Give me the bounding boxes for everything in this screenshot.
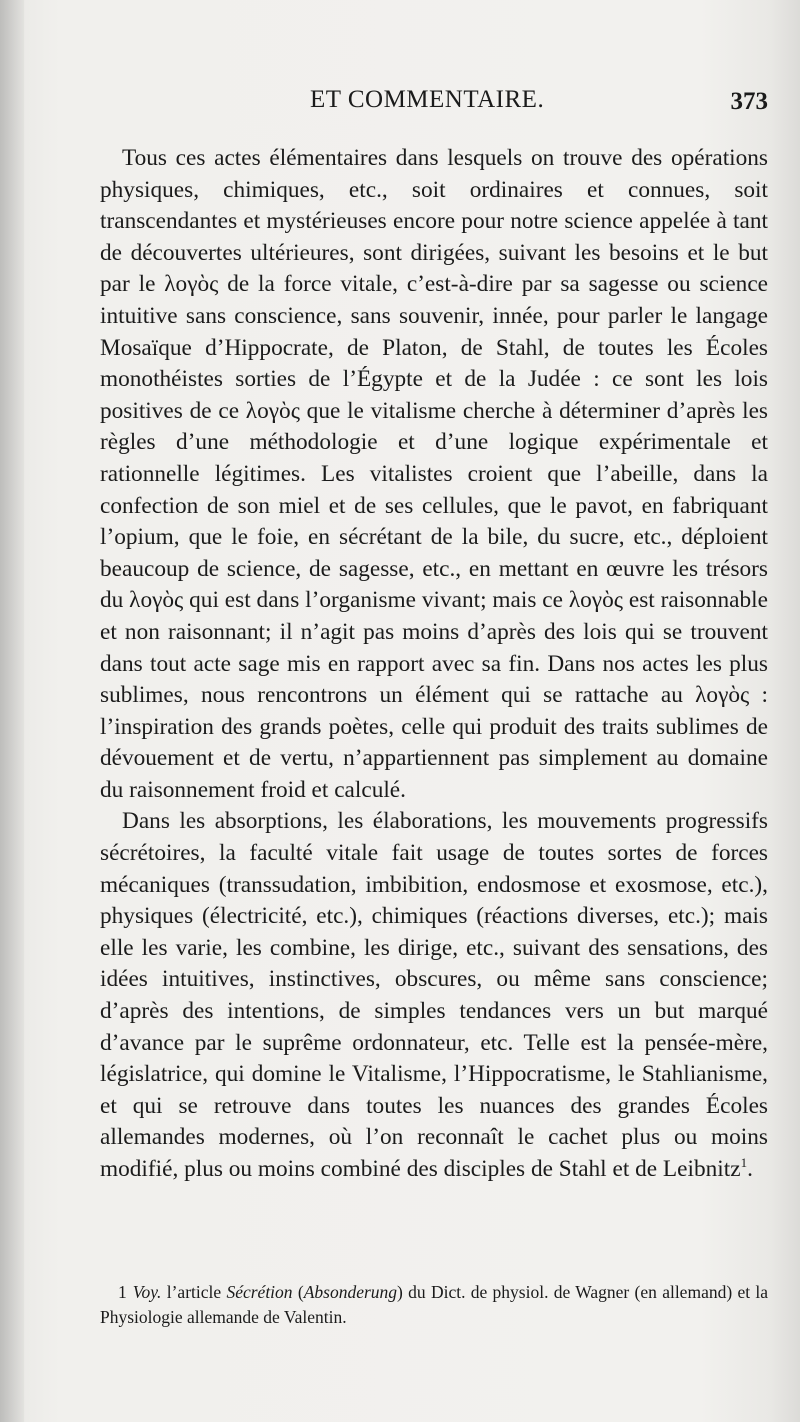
footnote-text-b: ( bbox=[292, 1282, 304, 1302]
paragraph-2 bbox=[100, 806, 768, 1185]
footnote-lead: Voy. bbox=[132, 1282, 162, 1302]
footnote-german-title: Absonderung bbox=[303, 1282, 398, 1302]
running-head: ET COMMENTAIRE. bbox=[310, 86, 545, 113]
page-spine-shadow bbox=[0, 0, 24, 1422]
footnote-title: Sécrétion bbox=[226, 1282, 293, 1302]
footnote-text-a: l’article bbox=[161, 1282, 227, 1302]
footnote-text-c: ) du Dict. de physiol. de Wagner (en allemand) et la Physiologie allemande de Valentin. bbox=[100, 1282, 769, 1327]
paragraph-1: Tous ces actes élémentaires dans lesquels on trouve des opérations physiques, chimiques, etc., soit ordinaires et connues, soit transcendantes et mystérieuses encore pour notre science appelée à tant de découvertes ultérieures, sont dirigées, suivant les besoins et le but par le λογὸς de la force vitale, c’est-à-dire par sa sagesse ou science intuitive sans conscience, sans souvenir, innée, pour parler le langage Mosaïque d’Hippocrate, de Platon, de Stahl, de toutes les Écoles monothéistes sorties de l’Égypte et de la Judée : ce sont les lois positives de ce λογὸς que le vitalisme cherche à déterminer d’après les règles d’une méthodologie et d’une logique expérimentale et rationnelle légitimes. Les vitalistes croient que l’abeille, dans la confection de son miel et de ses cellules, que le pavot, en fabriquant l’opium, que le foie, en sécrétant de la bile, du sucre, etc., déploient beaucoup de science, de sagesse, etc., en mettant en œuvre les trésors du λογὸς qui est dans l’organisme vivant; mais ce λογὸς est raisonnable et non raisonnant; il n’agit pas moins d’après des lois qui se trouvent dans tout acte sage mis en rapport avec sa fin. Dans nos actes les plus sublimes, nous rencontrons un élément qui se rattache au λογὸς : l’inspiration des grands poètes, celle qui produit des traits sublimes de dévouement et de vertu, n’appartiennent pas simplement au domaine du raisonnement froid et calculé. bbox=[100, 145, 768, 803]
paragraph-2-text: Dans les absorptions, les élaborations, les mouvements progressifs sécrétoires, la faculté vitale fait usage de toutes sortes de forces mécaniques (transsudation, imbibition, endosmose et exosmose, etc.), physiques (électricité, etc.), chimiques (réactions diverses, etc.); mais elle les varie, les combine, les dirige, etc., suivant des sensations, des idées intuitives, instinctives, obscures, ou même sans conscience; d’après des intentions, de simples tendances vers un but marqué d’avance par le suprême ordonnateur, etc. Telle est la pensée-mère, législatrice, qui domine le Vitalisme, l’Hippocratisme, le Stahlianisme, et qui se retrouve dans toutes les nuances des grandes Écoles allemandes modernes, où l’on reconnaît le cachet plus ou moins modifié, plus ou moins combiné des disciples de Stahl et de Leibnitz bbox=[100, 808, 768, 1182]
footnote bbox=[100, 1280, 768, 1330]
footnote-number: 1 bbox=[118, 1282, 127, 1302]
page-number: 373 bbox=[730, 88, 768, 115]
main-text bbox=[100, 143, 768, 1186]
page-header bbox=[100, 86, 768, 126]
footnote-reference[interactable]: 1 bbox=[740, 1155, 748, 1171]
paragraph-2-end: . bbox=[747, 1156, 753, 1182]
